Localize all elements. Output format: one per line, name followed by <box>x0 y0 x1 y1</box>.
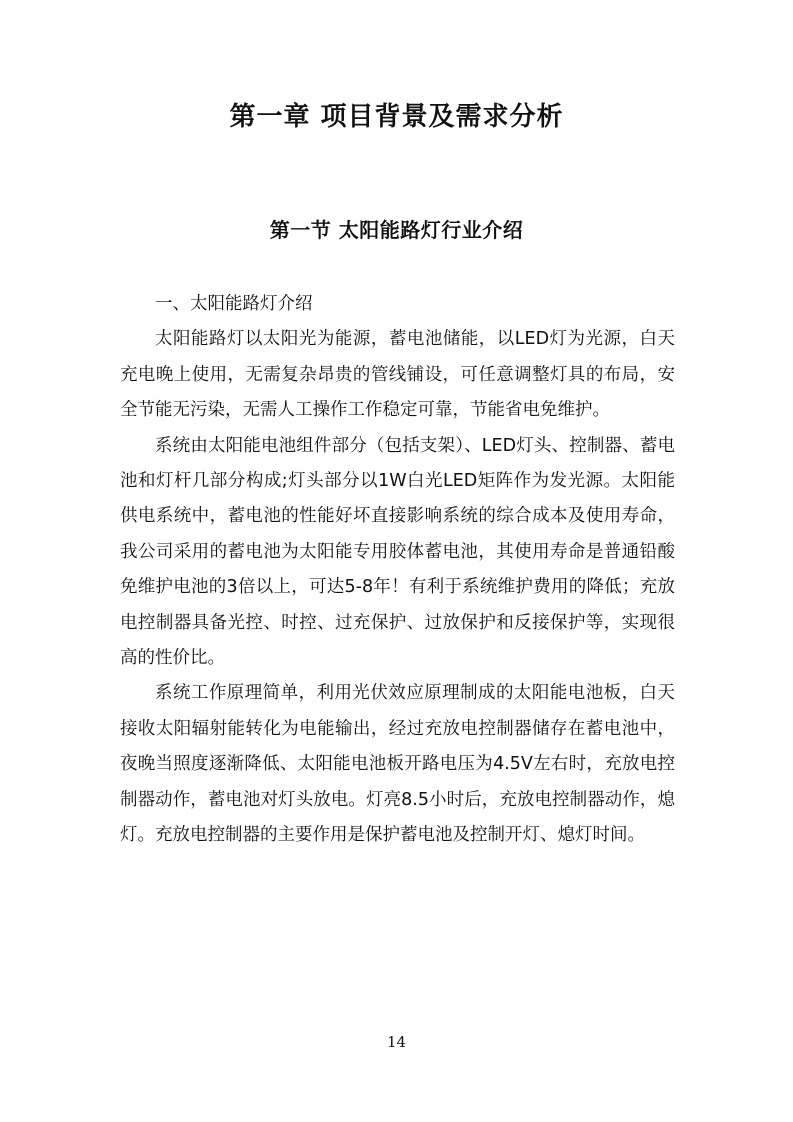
paragraph-1: 太阳能路灯以太阳光为能源，蓄电池储能，以LED灯为光源，白天充电晚上使用，无需复杂昂贵的管线铺设，可任意调整灯具的布局，安全节能无污染，无需人工操作工作稳定可靠，节能省电免维护。 <box>120 329 675 421</box>
body-text <box>120 287 675 854</box>
paragraph-2: 系统由太阳能电池组件部分（包括支架）、LED灯头、控制器、蓄电池和灯杆几部分构成;灯头部分以1W白光LED矩阵作为发光源。太阳能供电系统中，蓄电池的性能好坏直接影响系统的综合成本及使用寿命，我公司采用的蓄电池为太阳能专用胶体蓄电池，其使用寿命是普通铅酸免维护电池的3倍以上，可达5-8年！有利于系统维护费用的降低；充放电控制器具备光控、时控、过充保护、过放保护和反接保护等，实现很高的性价比。 <box>120 435 675 669</box>
subheading: 一、太阳能路灯介绍 <box>155 294 313 314</box>
paragraph-3: 系统工作原理简单，利用光伏效应原理制成的太阳能电池板，白天接收太阳辐射能转化为电能输出，经过充放电控制器储存在蓄电池中，夜晚当照度逐渐降低、太阳能电池板开路电压为4.5V左右时，充放电控制器动作，蓄电池对灯头放电。灯亮8.5小时后，充放电控制器动作，熄灯。充放电控制器的主要作用是保护蓄电池及控制开灯、熄灯时间。 <box>120 683 675 846</box>
page-number: 14 <box>386 1033 407 1051</box>
section-title: 第一节 太阳能路灯行业介绍 <box>269 218 524 242</box>
chapter-title: 第一章 项目背景及需求分析 <box>229 102 564 132</box>
